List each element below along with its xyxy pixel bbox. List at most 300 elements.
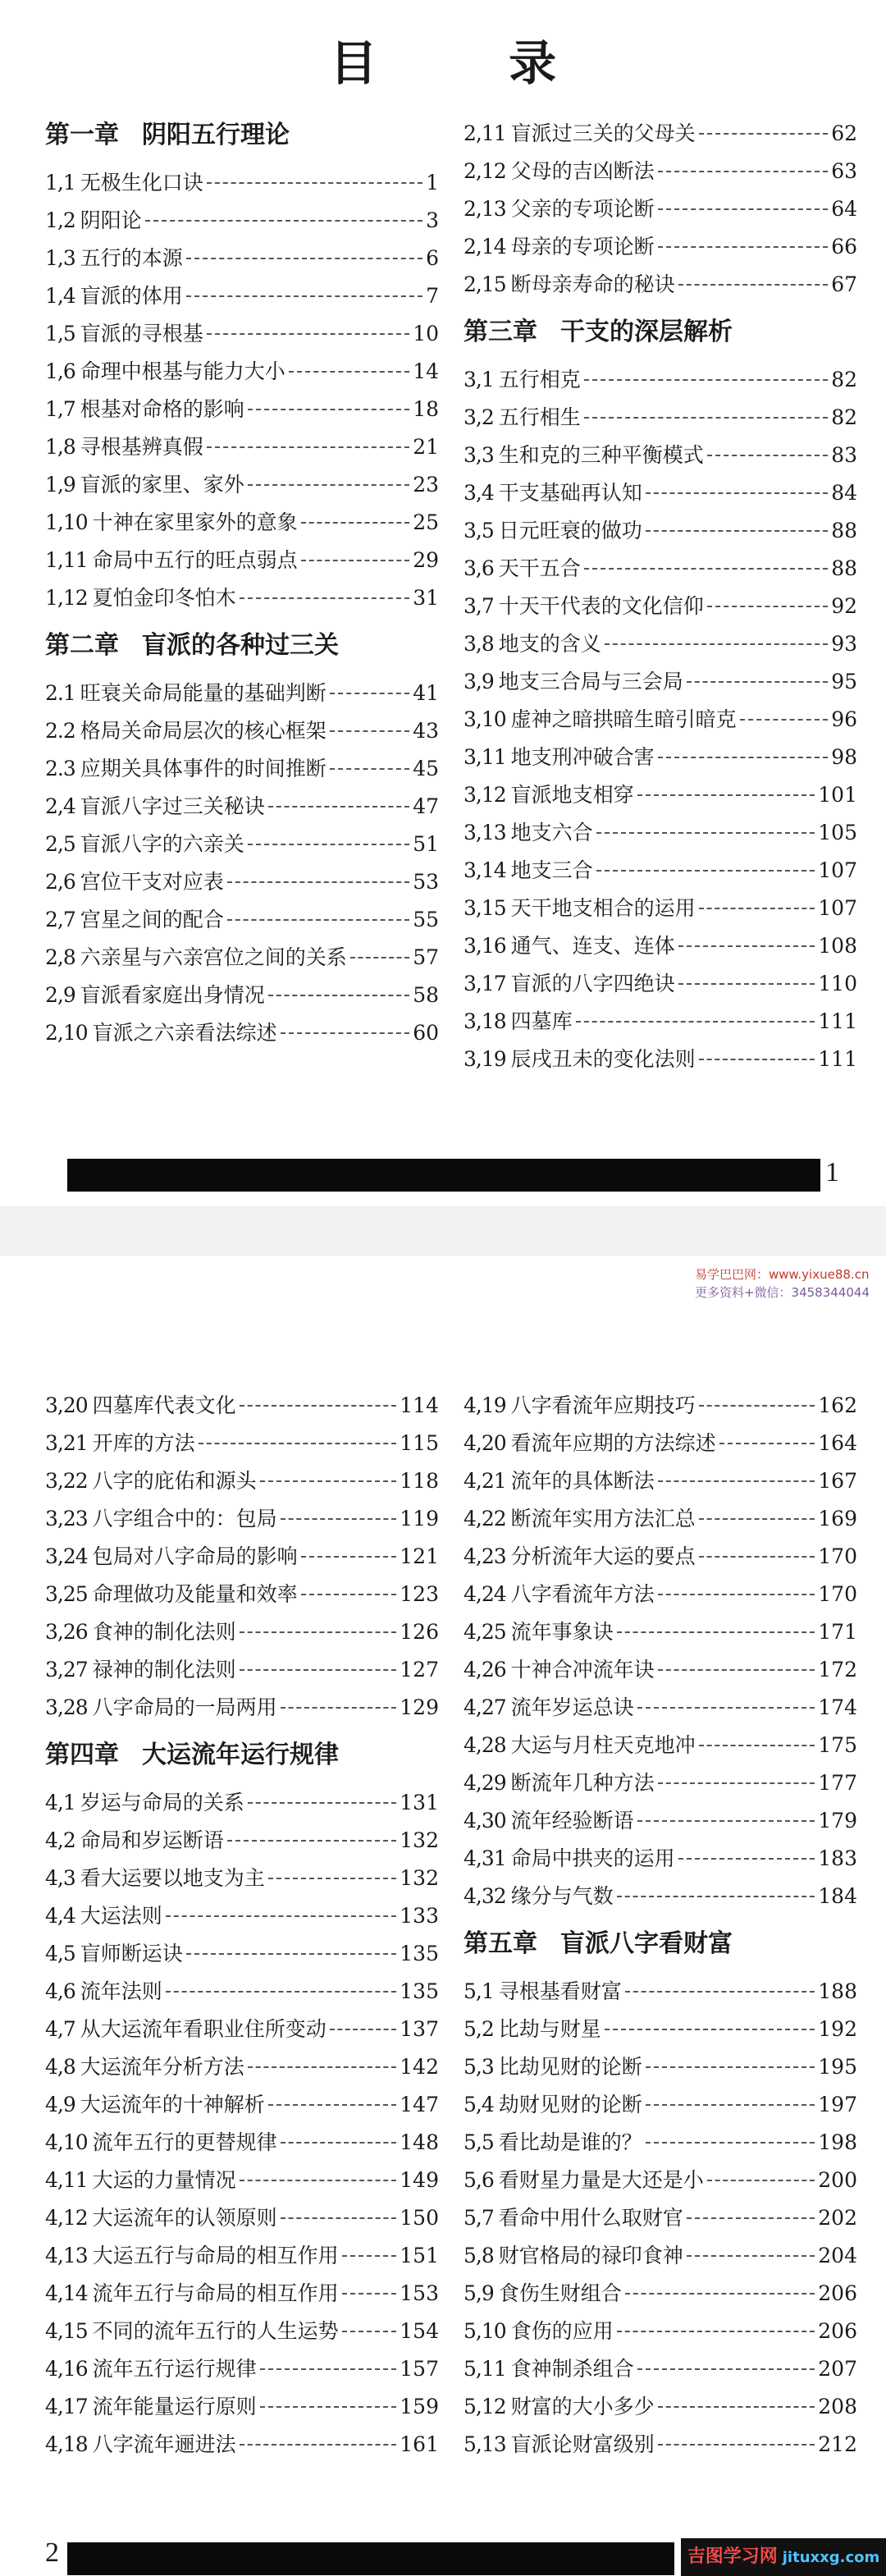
entry-title: 日元旺衰的做功	[498, 519, 642, 542]
entry-number: 4,30	[464, 1809, 506, 1832]
dot-leader	[699, 908, 815, 909]
entry-number: 2,9	[45, 983, 75, 1007]
dot-leader	[678, 1858, 815, 1860]
entry-number: 4,11	[45, 2168, 88, 2192]
entry-title: 断流年几种方法	[510, 1771, 655, 1795]
entry-number: 1,9	[45, 473, 75, 496]
toc-entry[interactable]	[45, 1500, 439, 1538]
entry-title: 五行相生	[498, 405, 581, 429]
entry-number: 4,7	[45, 2017, 75, 2041]
entry-page-number: 111	[818, 1009, 857, 1033]
toc-entry[interactable]	[464, 190, 857, 228]
entry-page-number: 170	[818, 1544, 857, 1568]
entry-number: 4,20	[464, 1431, 506, 1455]
entry-number: 2,14	[464, 235, 506, 259]
toc-entry[interactable]	[45, 428, 439, 466]
toc-entry[interactable]	[464, 2275, 857, 2313]
toc-entry[interactable]	[464, 663, 857, 701]
entry-title: 缘分与气数	[510, 1884, 614, 1908]
brand-logo	[681, 2538, 886, 2576]
toc-entry[interactable]	[464, 266, 857, 304]
entry-title: 十天干代表的文化信仰	[498, 594, 704, 618]
toc-entry[interactable]	[464, 2199, 857, 2237]
entry-number: 1,2	[45, 208, 75, 232]
entry-number: 3,19	[464, 1047, 506, 1071]
entry-page-number: 151	[400, 2244, 439, 2267]
entry-title: 流年经验断语	[510, 1809, 634, 1832]
entry-page-number: 167	[818, 1469, 857, 1493]
toc-entry[interactable]	[45, 2011, 439, 2048]
toc-entry[interactable]	[45, 1462, 439, 1500]
dot-leader	[707, 606, 828, 607]
entry-number: 3,25	[45, 1582, 88, 1606]
toc-entry[interactable]	[464, 1689, 857, 1727]
toc-entry[interactable]	[464, 361, 857, 399]
dot-leader	[350, 957, 409, 959]
entry-page-number: 111	[818, 1047, 857, 1071]
entry-number: 4,17	[45, 2395, 88, 2418]
chapter-heading	[45, 617, 439, 675]
entry-page-number: 18	[413, 397, 439, 421]
entry-title: 寻根基辨真假	[80, 435, 203, 459]
entry-title: 盲派看家庭出身情况	[80, 983, 265, 1007]
dot-leader	[699, 1745, 815, 1746]
page-title: 目 录	[329, 35, 614, 91]
toc-entry[interactable]	[45, 240, 439, 277]
toc-entry[interactable]	[464, 228, 857, 266]
toc-entry[interactable]	[464, 512, 857, 550]
entry-title: 命理做功及能量和效率	[92, 1582, 298, 1606]
toc-entry[interactable]	[45, 579, 439, 617]
watermark	[695, 1265, 870, 1302]
chapter-heading	[464, 304, 857, 361]
entry-page-number: 66	[831, 235, 857, 259]
entry-page-number: 108	[818, 934, 857, 958]
dot-leader	[289, 371, 409, 373]
entry-number: 3,3	[464, 443, 494, 467]
entry-number: 3,5	[464, 519, 494, 542]
toc-entry[interactable]	[45, 1935, 439, 1973]
entry-number: 4,15	[45, 2319, 88, 2343]
chapter-number: 第一章	[45, 121, 119, 149]
toc-entry[interactable]	[45, 901, 439, 939]
entry-title: 宫位干支对应表	[80, 870, 224, 894]
entry-title: 食伤的应用	[510, 2319, 614, 2343]
chapter-title: 阴阳五行理论	[142, 121, 290, 149]
dot-leader	[605, 2029, 815, 2030]
toc-entry[interactable]	[464, 1973, 857, 2011]
entry-title: 命理中根基与能力大小	[80, 359, 285, 383]
entry-number: 2,5	[45, 832, 75, 856]
entry-page-number: 202	[818, 2206, 857, 2230]
toc-entry[interactable]	[45, 2162, 439, 2199]
entry-title: 十神合冲流年诀	[510, 1658, 655, 1681]
toc-entry[interactable]	[464, 1651, 857, 1689]
dot-leader	[281, 1032, 410, 1034]
entry-title: 阴阳论	[80, 208, 142, 232]
entry-page-number: 200	[818, 2168, 857, 2192]
entry-title: 流年五行的更替规律	[92, 2130, 277, 2154]
entry-number: 4,32	[464, 1884, 506, 1908]
dot-leader	[605, 643, 828, 645]
entry-number: 1,3	[45, 246, 75, 270]
entry-title: 盲派的八字四绝诀	[510, 972, 675, 995]
entry-page-number: 126	[400, 1620, 439, 1644]
entry-number: 3,10	[464, 707, 506, 731]
toc-left-column	[45, 1387, 439, 2464]
toc-entry[interactable]	[45, 750, 439, 788]
entry-page-number: 105	[818, 821, 857, 844]
toc-entry[interactable]	[45, 353, 439, 391]
toc-entry[interactable]	[464, 2350, 857, 2388]
dot-leader	[240, 1669, 397, 1671]
toc-entry[interactable]	[45, 977, 439, 1014]
toc-entry[interactable]	[45, 1538, 439, 1576]
entry-page-number: 153	[400, 2281, 439, 2305]
entry-number: 3,2	[464, 405, 494, 429]
entry-page-number: 25	[413, 510, 439, 534]
chapter-number: 第四章	[45, 1741, 119, 1769]
toc-entry[interactable]	[464, 1425, 857, 1462]
entry-number: 4,18	[45, 2432, 88, 2456]
chapter-title: 盲派的各种过三关	[142, 631, 339, 660]
toc-entry[interactable]	[464, 701, 857, 739]
toc-entry[interactable]	[464, 965, 857, 1003]
entry-number: 3,6	[464, 556, 494, 580]
dot-leader	[699, 1059, 815, 1060]
entry-title: 盲派的家里、家外	[80, 473, 244, 496]
toc-entry[interactable]	[45, 675, 439, 712]
toc-entry[interactable]	[464, 852, 857, 890]
toc-entry[interactable]	[45, 1689, 439, 1727]
toc-entry[interactable]	[464, 2237, 857, 2275]
toc-entry[interactable]	[464, 437, 857, 474]
dot-leader	[227, 881, 409, 883]
toc-entry[interactable]	[45, 1973, 439, 2011]
entry-number: 3,7	[464, 594, 494, 618]
entry-title: 干支基础再认知	[498, 481, 642, 505]
toc-entry[interactable]	[464, 1764, 857, 1802]
dot-leader	[240, 1405, 397, 1407]
dot-leader	[145, 220, 422, 222]
toc-entry[interactable]	[464, 776, 857, 814]
dot-leader	[687, 681, 828, 683]
dot-leader	[227, 1840, 397, 1842]
toc-page-1	[0, 0, 886, 1206]
dot-leader	[658, 246, 829, 248]
entry-page-number: 162	[818, 1393, 857, 1417]
toc-entry[interactable]	[45, 1425, 439, 1462]
dot-leader	[268, 806, 409, 808]
toc-entry[interactable]	[45, 542, 439, 579]
entry-page-number: 43	[413, 719, 439, 743]
entry-page-number: 204	[818, 2244, 857, 2267]
toc-entry[interactable]	[464, 2124, 857, 2162]
entry-title: 看流年应期的方法综述	[510, 1431, 716, 1455]
entry-page-number: 98	[831, 745, 857, 769]
toc-right-column	[464, 115, 857, 1078]
entry-title: 旺衰关命局能量的基础判断	[80, 681, 327, 705]
entry-page-number: 135	[400, 1942, 439, 1965]
entry-page-number: 197	[818, 2093, 857, 2116]
entry-page-number: 45	[413, 757, 439, 780]
entry-number: 2,15	[464, 272, 506, 296]
entry-title: 母亲的专项论断	[510, 235, 655, 259]
toc-entry[interactable]	[45, 164, 439, 202]
toc-entry[interactable]	[464, 2162, 857, 2199]
entry-number: 4,5	[45, 1942, 75, 1965]
dot-leader	[240, 597, 410, 599]
dot-leader	[699, 1405, 815, 1407]
entry-number: 3,15	[464, 896, 506, 920]
entry-title: 四墓库代表文化	[92, 1393, 236, 1417]
dot-leader	[240, 2180, 397, 2181]
entry-number: 5,11	[464, 2357, 506, 2381]
toc-entry[interactable]	[464, 153, 857, 190]
toc-entry[interactable]	[45, 2124, 439, 2162]
entry-number: 4,27	[464, 1695, 506, 1719]
entry-page-number: 174	[818, 1695, 857, 1719]
dot-leader	[646, 530, 828, 532]
toc-entry[interactable]	[45, 863, 439, 901]
toc-entry[interactable]	[464, 739, 857, 776]
toc-entry[interactable]	[45, 1822, 439, 1860]
entry-page-number: 137	[400, 2017, 439, 2041]
entry-title: 大运法则	[80, 1904, 162, 1928]
entry-page-number: 51	[413, 832, 439, 856]
entry-number: 1,12	[45, 586, 88, 610]
entry-page-number: 110	[818, 972, 857, 995]
dot-leader	[186, 1953, 397, 1955]
entry-title: 开库的方法	[92, 1431, 195, 1455]
dot-leader	[637, 2368, 815, 2370]
toc-entry[interactable]	[464, 1613, 857, 1651]
entry-page-number: 208	[818, 2395, 857, 2418]
entry-title: 食神制杀组合	[510, 2357, 634, 2381]
entry-title: 食神的制化法则	[92, 1620, 236, 1644]
entry-number: 2,10	[45, 1021, 88, 1045]
toc-entry[interactable]	[464, 1500, 857, 1538]
entry-title: 断流年实用方法汇总	[510, 1507, 696, 1531]
entry-number: 3,8	[464, 632, 494, 656]
toc-entry[interactable]	[464, 588, 857, 625]
entry-page-number: 60	[413, 1021, 439, 1045]
toc-entry[interactable]	[464, 2048, 857, 2086]
entry-title: 禄神的制化法则	[92, 1658, 236, 1681]
toc-entry[interactable]	[45, 2086, 439, 2124]
toc-entry[interactable]	[45, 2237, 439, 2275]
toc-entry[interactable]	[464, 2388, 857, 2426]
entry-number: 2.3	[45, 757, 75, 780]
toc-entry[interactable]	[45, 1897, 439, 1935]
toc-page-2	[0, 1256, 886, 2576]
entry-title: 命局中拱夹的运用	[510, 1846, 675, 1870]
dot-leader	[301, 560, 410, 561]
dot-leader	[240, 1631, 397, 1633]
toc-entry[interactable]	[45, 466, 439, 504]
entry-page-number: 10	[413, 322, 439, 345]
entry-title: 天干五合	[498, 556, 581, 580]
toc-entry[interactable]	[464, 1387, 857, 1425]
dot-leader	[687, 2255, 815, 2257]
chapter-heading	[45, 107, 439, 164]
toc-entry[interactable]	[464, 1041, 857, 1078]
entry-page-number: 188	[818, 1979, 857, 2003]
entry-title: 地支刑冲破合害	[510, 745, 655, 769]
toc-entry[interactable]	[45, 788, 439, 826]
toc-entry[interactable]	[45, 1014, 439, 1052]
toc-entry[interactable]	[464, 1727, 857, 1764]
dot-leader	[699, 1518, 815, 1520]
toc-entry[interactable]	[464, 550, 857, 588]
toc-entry[interactable]	[45, 2388, 439, 2426]
entry-number: 4,29	[464, 1771, 506, 1795]
dot-leader	[617, 2331, 815, 2332]
toc-entry[interactable]	[45, 1651, 439, 1689]
entry-title: 流年五行与命局的相互作用	[92, 2281, 339, 2305]
toc-entry[interactable]	[45, 1613, 439, 1651]
entry-title: 盲派八字过三关秘诀	[80, 794, 265, 818]
entry-title: 大运的力量情况	[92, 2168, 236, 2192]
entry-page-number: 169	[818, 1507, 857, 1531]
toc-entry[interactable]	[464, 2086, 857, 2124]
entry-title: 流年岁运总诀	[510, 1695, 634, 1719]
entry-title: 盲派过三关的父母关	[510, 121, 696, 145]
toc-entry[interactable]	[464, 115, 857, 153]
dot-leader	[330, 693, 409, 694]
toc-entry[interactable]	[45, 1576, 439, 1613]
entry-page-number: 3	[426, 208, 439, 232]
entry-number: 3,14	[464, 858, 506, 882]
toc-entry[interactable]	[45, 1784, 439, 1822]
entry-number: 5,5	[464, 2130, 494, 2154]
dot-leader	[678, 284, 829, 286]
dot-leader	[637, 1707, 815, 1709]
toc-entry[interactable]	[464, 814, 857, 852]
entry-title: 虚神之暗拱暗生暗引暗克	[510, 707, 737, 731]
toc-entry[interactable]	[464, 625, 857, 663]
page-number: 1	[825, 1157, 839, 1187]
toc-entry[interactable]	[45, 2426, 439, 2464]
toc-entry[interactable]	[464, 927, 857, 965]
dot-leader	[207, 182, 422, 184]
toc-entry[interactable]	[45, 2350, 439, 2388]
entry-page-number: 1	[426, 171, 439, 194]
dot-leader	[281, 2217, 397, 2219]
entry-number: 2,4	[45, 794, 75, 818]
toc-entry[interactable]	[464, 2313, 857, 2350]
dot-leader	[678, 945, 815, 947]
entry-number: 5,2	[464, 2017, 494, 2041]
dot-leader	[260, 2406, 397, 2408]
toc-entry[interactable]	[45, 2313, 439, 2350]
toc-entry[interactable]	[464, 399, 857, 437]
entry-title: 无极生化口诀	[80, 171, 203, 194]
entry-page-number: 171	[818, 1620, 857, 1644]
entry-page-number: 107	[818, 858, 857, 882]
dot-leader	[330, 2029, 397, 2030]
entry-page-number: 133	[400, 1904, 439, 1928]
toc-entry[interactable]	[45, 391, 439, 428]
entry-number: 3,13	[464, 821, 506, 844]
entry-page-number: 206	[818, 2319, 857, 2343]
entry-page-number: 195	[818, 2055, 857, 2079]
entry-page-number: 67	[831, 272, 857, 296]
toc-entry[interactable]	[45, 826, 439, 863]
entry-page-number: 132	[400, 1828, 439, 1852]
entry-title: 根基对命格的影响	[80, 397, 244, 421]
dot-leader	[207, 333, 409, 335]
toc-entry[interactable]	[45, 2275, 439, 2313]
toc-entry[interactable]	[45, 712, 439, 750]
toc-entry[interactable]	[464, 2426, 857, 2464]
dot-leader	[687, 2217, 815, 2219]
entry-number: 2.1	[45, 681, 75, 705]
entry-page-number: 6	[426, 246, 439, 270]
toc-entry[interactable]	[464, 1840, 857, 1878]
entry-number: 4,31	[464, 1846, 506, 1870]
entry-page-number: 212	[818, 2432, 857, 2456]
entry-title: 盲派地支相穿	[510, 783, 634, 807]
entry-title: 地支三合局与三会局	[498, 670, 683, 693]
toc-entry[interactable]	[45, 939, 439, 977]
toc-entry[interactable]	[45, 1387, 439, 1425]
toc-entry[interactable]	[464, 1462, 857, 1500]
toc-entry[interactable]	[464, 1802, 857, 1840]
entry-number: 5,10	[464, 2319, 506, 2343]
entry-number: 3,9	[464, 670, 494, 693]
dot-leader	[646, 492, 828, 494]
entry-number: 1,4	[45, 284, 75, 308]
toc-entry[interactable]	[464, 474, 857, 512]
entry-title: 大运流年的认领原则	[92, 2206, 277, 2230]
entry-title: 四墓库	[510, 1009, 573, 1033]
toc-entry[interactable]	[45, 504, 439, 542]
entry-number: 5,4	[464, 2093, 494, 2116]
toc-entry[interactable]	[464, 2011, 857, 2048]
toc-entry[interactable]	[464, 890, 857, 927]
entry-page-number: 7	[426, 284, 439, 308]
entry-page-number: 83	[831, 443, 857, 467]
toc-entry[interactable]	[45, 277, 439, 315]
toc-entry[interactable]	[45, 2199, 439, 2237]
entry-title: 大运与月柱天克地冲	[510, 1733, 696, 1757]
entry-title: 流年事象诀	[510, 1620, 614, 1644]
toc-entry[interactable]	[464, 1003, 857, 1041]
dot-leader	[207, 446, 409, 448]
dot-leader	[301, 1594, 397, 1595]
dot-leader	[707, 455, 828, 456]
dot-leader	[646, 2142, 815, 2144]
dot-leader	[584, 379, 828, 381]
toc-entry[interactable]	[45, 1860, 439, 1897]
entry-number: 5,12	[464, 2395, 506, 2418]
toc-entry[interactable]	[464, 1878, 857, 1915]
dot-leader	[248, 484, 409, 486]
toc-entry[interactable]	[45, 315, 439, 353]
toc-entry[interactable]	[464, 1538, 857, 1576]
dot-leader	[596, 870, 815, 872]
entry-page-number: 96	[831, 707, 857, 731]
entry-number: 4,13	[45, 2244, 88, 2267]
toc-entry[interactable]	[464, 1576, 857, 1613]
entry-number: 3,11	[464, 745, 506, 769]
toc-entry[interactable]	[45, 2048, 439, 2086]
entry-page-number: 57	[413, 945, 439, 969]
entry-title: 财官格局的禄印食神	[498, 2244, 683, 2267]
entry-title: 五行的本源	[80, 246, 183, 270]
toc-entry[interactable]	[45, 202, 439, 240]
